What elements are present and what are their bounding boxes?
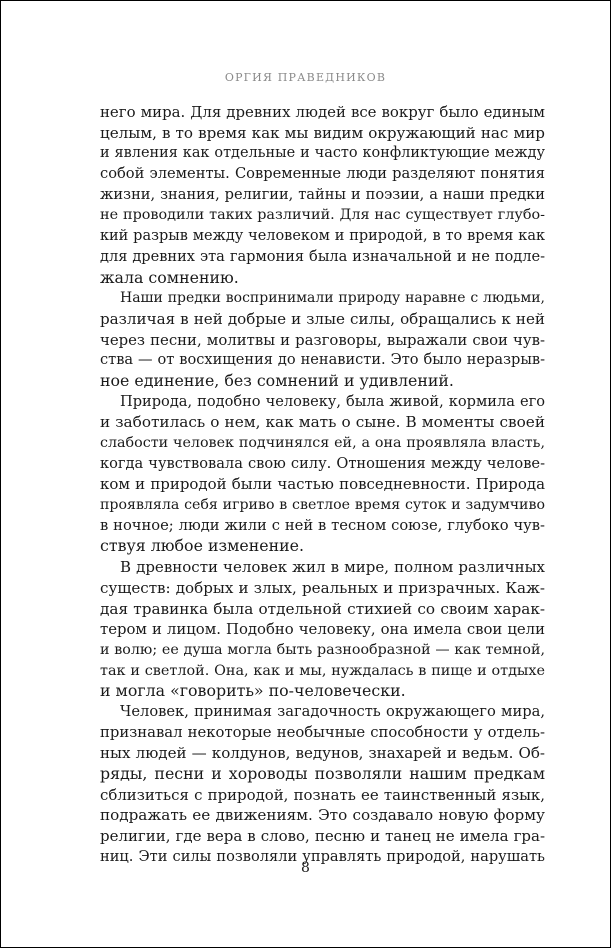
text-line: ряды, песни и хороводы позволяли нашим предкам [100,764,545,783]
text-line: и волю; ее душа могла быть разнообразной — как темной, [100,641,545,658]
paragraph [100,557,545,702]
text-line: через песни, молитвы и разговоры, выражали свои чув- [100,330,545,349]
text-line: Человек, принимая загадочность окружающего мира, [120,702,545,720]
text-line: дая травинка была отдельной стихией со своим харак- [100,599,545,618]
text-line: целым, в то время как мы видим окружающий нас мир [100,123,545,142]
text-line: и заботилась о нем, как мать о сыне. В моменты своей [100,413,545,432]
body-text [100,102,545,867]
text-line: ствуя любое изменение. [100,536,305,556]
text-line: кий разрыв между человеком и природой, в то время как [100,228,545,245]
paragraph [100,702,545,868]
running-head: ОРГИЯ ПРАВЕДНИКОВ [224,71,387,84]
text-line: В древности человек жил в мире, полном различных [120,558,545,577]
text-line: ства — от восхищения до ненависти. Это было неразрыв- [100,351,545,369]
text-line: ное единение, без сомнений и удивлений. [100,370,454,390]
text-line: сблизиться с природой, познать ее таинственный язык, [100,785,545,804]
text-line: проявляла себя игриво в светлое время суток и задумчиво [100,497,545,514]
paragraph [100,102,545,288]
text-line: ком и природой были частью повседневности. Природа [100,475,545,494]
text-line: жизни, знания, религии, тайны и поэзии, а наши предки [100,185,545,203]
paragraph [100,392,545,558]
text-line: жала сомнению. [100,267,239,287]
text-line: для древних эта гармония была изначальной и не подле- [100,247,545,265]
text-line: не проводили таких различий. Для нас существует глубо- [100,207,545,224]
text-line: собой элементы. Современные люди разделяют понятия [100,165,545,183]
text-line: различая в ней добрые и злые силы, обращались к ней [100,309,545,328]
page-number: 8 [301,860,310,876]
text-line: и явления как отдельные и часто конфликтующие между [100,145,545,162]
text-line: подражать ее движениям. Это создавало новую форму [100,806,545,825]
text-line: существ: добрых и злых, реальных и призрачных. Каж- [100,578,545,597]
text-line: так и светлой. Она, как и мы, нуждалась в пище и отдыхе [100,662,545,679]
paragraph [100,288,545,391]
text-line: ниц. Эти силы позволяли управлять природой, нарушать [100,847,545,865]
text-line: слабости человек подчинялся ей, а она проявляла власть, [100,435,545,451]
text-line: тером и лицом. Подобно человеку, она имела свои цели [100,620,545,639]
text-line: него мира. Для древних людей все вокруг было единым [100,103,545,121]
text-line: и могла «говорить» по-человечески. [100,681,406,701]
text-line: Природа, подобно человеку, была живой, кормила его [120,392,545,410]
text-line: в ночное; люди жили с ней в тесном союзе, глубоко чув- [100,516,545,534]
text-line: ных людей — колдунов, ведунов, знахарей и ведьм. Об- [100,744,545,763]
text-line: признавал некоторые необычные способности у отдель- [100,723,545,741]
text-line: религии, где вера в слово, песню и танец не имела гра- [100,827,545,846]
text-line: Наши предки воспринимали природу наравне с людьми, [120,290,545,307]
text-line: когда чувствовала свою силу. Отношения между челове- [100,454,545,472]
